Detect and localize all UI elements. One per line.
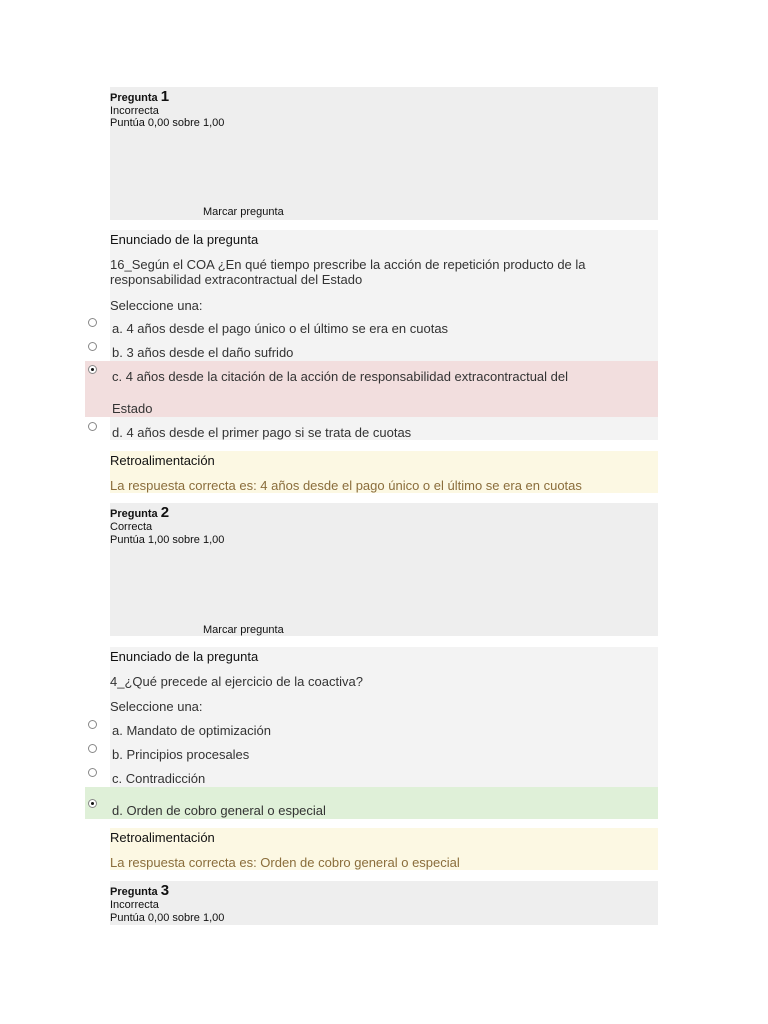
option-label-line1: c. 4 años desde la citación de la acción de responsabilidad extracontractual del xyxy=(112,369,569,384)
question-3-info xyxy=(110,881,658,925)
option-label-line2: Estado xyxy=(112,401,153,416)
question-2-flag-link[interactable]: Marcar pregunta xyxy=(203,624,284,636)
radio-button[interactable] xyxy=(88,768,97,777)
option-label: a. Mandato de optimización xyxy=(112,723,271,738)
question-1-flag-link[interactable]: Marcar pregunta xyxy=(203,206,284,218)
radio-button[interactable] xyxy=(88,342,97,351)
question-2-grade: Puntúa 1,00 sobre 1,00 xyxy=(110,534,225,546)
feedback-header: Retroalimentación xyxy=(110,453,215,468)
option-label: d. Orden de cobro general o especial xyxy=(112,803,326,818)
option-label: c. Contradicción xyxy=(112,771,206,786)
question-1-grade: Puntúa 0,00 sobre 1,00 xyxy=(110,117,225,129)
question-2-number xyxy=(110,504,169,521)
option-label: b. Principios procesales xyxy=(112,747,250,762)
question-2-prompt: Seleccione una: xyxy=(110,699,203,714)
radio-button-selected[interactable] xyxy=(88,799,97,808)
question-1-text: 16_Según el COA ¿En qué tiempo prescribe la acción de repetición producto de la responsabilidad extracontractual del Estado xyxy=(110,257,586,287)
question-2-text: 4_¿Qué precede al ejercicio de la coactiva? xyxy=(110,674,363,689)
question-1-feedback xyxy=(110,451,658,493)
question-label: Pregunta xyxy=(110,92,158,104)
question-3-number xyxy=(110,882,169,899)
radio-button-selected[interactable] xyxy=(88,365,97,374)
question-label: Pregunta xyxy=(110,508,158,520)
option-label: b. 3 años desde el daño sufrido xyxy=(112,345,294,360)
question-1-state: Incorrecta xyxy=(110,105,159,117)
feedback-header: Retroalimentación xyxy=(110,830,215,845)
question-1-option-b[interactable] xyxy=(85,340,658,361)
question-1-info xyxy=(110,87,658,220)
feedback-answer: La respuesta correcta es: Orden de cobro general o especial xyxy=(110,855,460,870)
question-2-feedback xyxy=(110,828,658,870)
question-number-value: 2 xyxy=(160,504,170,521)
question-3-grade: Puntúa 0,00 sobre 1,00 xyxy=(110,912,225,924)
question-number-value: 3 xyxy=(160,882,170,899)
question-number-value: 1 xyxy=(160,88,170,105)
question-1-option-d[interactable] xyxy=(85,417,658,440)
option-label: a. 4 años desde el pago único o el último se era en cuotas xyxy=(112,321,449,336)
radio-button[interactable] xyxy=(88,422,97,431)
question-1-header: Enunciado de la pregunta xyxy=(110,232,259,247)
question-2-header: Enunciado de la pregunta xyxy=(110,649,259,664)
question-2-info xyxy=(110,503,658,636)
question-1-option-c[interactable] xyxy=(85,361,658,417)
question-2-option-b[interactable] xyxy=(85,742,658,766)
question-2-option-d[interactable] xyxy=(85,787,658,819)
question-1-number xyxy=(110,88,169,105)
feedback-answer: La respuesta correcta es: 4 años desde el pago único o el último se era en cuotas xyxy=(110,478,582,493)
question-3-state: Incorrecta xyxy=(110,899,159,911)
question-1-prompt: Seleccione una: xyxy=(110,298,203,313)
radio-button[interactable] xyxy=(88,318,97,327)
question-2-option-a[interactable] xyxy=(85,718,658,742)
option-label: d. 4 años desde el primer pago si se trata de cuotas xyxy=(112,425,412,440)
question-2-state: Correcta xyxy=(110,521,153,533)
question-label: Pregunta xyxy=(110,886,158,898)
radio-button[interactable] xyxy=(88,744,97,753)
question-1-option-a[interactable] xyxy=(85,316,658,340)
radio-button[interactable] xyxy=(88,720,97,729)
question-2-option-c[interactable] xyxy=(85,766,658,787)
